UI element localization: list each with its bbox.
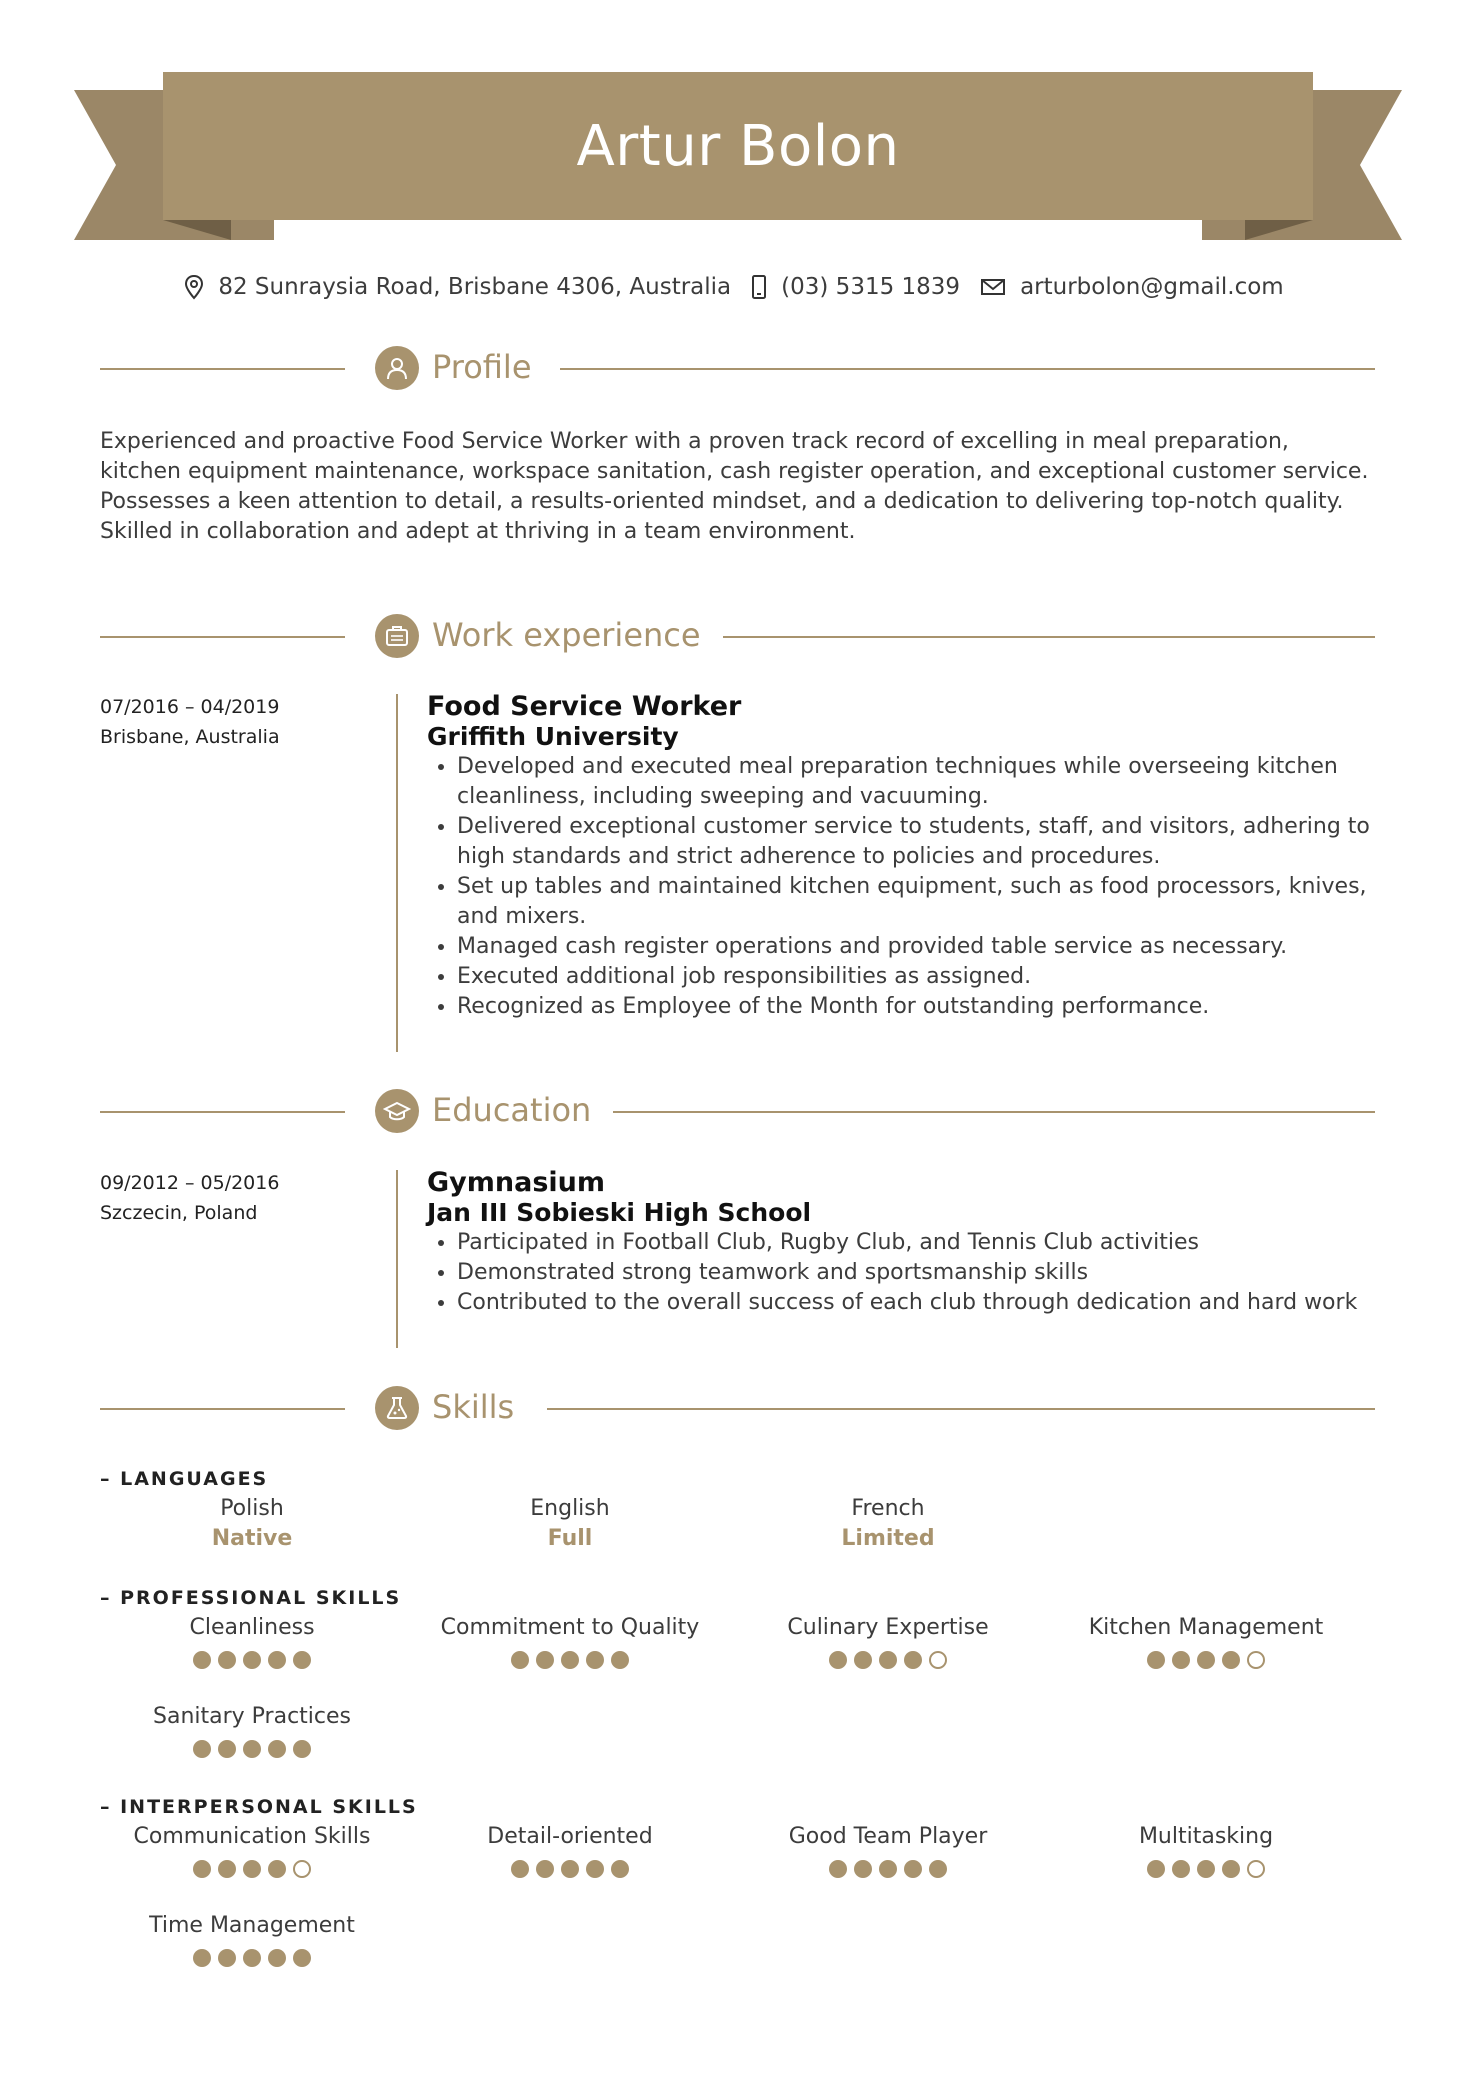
flask-icon [375,1386,419,1430]
profile-section-header [100,344,1375,394]
skill-name: Time Management [149,1913,355,1938]
rating-dot-filled [611,1651,629,1669]
professional-skills-heading: – PROFESSIONAL SKILLS [100,1587,402,1609]
list-item: • Delivered exceptional customer service to students, staff, and visitors, adhering to high standards and strict adherence to policies and procedures. [457,812,1377,872]
skill-rating [102,1949,402,1967]
language-item [420,1494,720,1554]
language-item [738,1494,1038,1554]
skill-rating [420,1651,720,1669]
rating-dot-filled [611,1860,629,1878]
job-title: Food Service Worker [427,691,742,722]
divider-left [100,636,345,638]
rating-dot-filled [218,1740,236,1758]
rating-dot-filled [1197,1860,1215,1878]
list-item: • Managed cash register operations and provided table service as necessary. [457,932,1377,962]
rating-dot-filled [561,1860,579,1878]
rating-dot-filled [1222,1651,1240,1669]
skill-item [420,1822,720,1878]
job-meta [100,692,280,752]
rating-dot-filled [904,1651,922,1669]
graduation-cap-icon [375,1089,419,1133]
skill-item [1056,1613,1356,1669]
rating-dot-filled [1222,1860,1240,1878]
phone-icon [751,274,767,300]
rating-dot-filled [193,1651,211,1669]
divider-right [723,636,1375,638]
rating-dot-filled [268,1860,286,1878]
rating-dot-filled [829,1860,847,1878]
rating-dot-filled [243,1860,261,1878]
rating-dot-filled [536,1651,554,1669]
person-icon [375,346,419,390]
divider-left [100,368,345,370]
rating-dot-filled [1172,1651,1190,1669]
timeline-bar [396,694,398,1052]
contact-email[interactable] [980,274,1284,300]
skill-item [102,1822,402,1878]
degree-title: Gymnasium [427,1167,606,1198]
briefcase-icon [375,614,419,658]
rating-dot-filled [243,1740,261,1758]
language-name: French [851,1496,925,1521]
language-item [102,1494,402,1554]
rating-dot-filled [293,1949,311,1967]
rating-dot-filled [879,1651,897,1669]
list-item: • Demonstrated strong teamwork and sportsmanship skills [457,1258,1377,1288]
skill-name: Culinary Expertise [787,1615,989,1640]
skill-name: Sanitary Practices [153,1704,351,1729]
rating-dot-filled [511,1651,529,1669]
education-meta [100,1168,279,1228]
education-dates: 09/2012 – 05/2016 [100,1172,280,1194]
school-name: Jan III Sobieski High School [427,1198,812,1227]
language-level: Full [547,1526,593,1551]
interpersonal-skills-heading: – INTERPERSONAL SKILLS [100,1796,418,1818]
list-item: • Contributed to the overall success of each club through dedication and hard work [457,1288,1377,1318]
rating-dot-filled [854,1860,872,1878]
rating-dot-filled [586,1651,604,1669]
rating-dot-filled [1197,1651,1215,1669]
language-name: English [530,1496,610,1521]
contact-phone [751,274,960,300]
skill-name: Commitment to Quality [440,1615,700,1640]
education-section-header [100,1087,1375,1137]
rating-dot-empty [1247,1651,1265,1669]
timeline-bar [396,1170,398,1348]
languages-heading: – LANGUAGES [100,1468,269,1490]
divider-right [547,1408,1375,1410]
rating-dot-filled [193,1949,211,1967]
email-link[interactable]: arturbolon@gmail.com [1020,274,1284,300]
skill-item [420,1613,720,1669]
rating-dot-filled [268,1949,286,1967]
skill-rating [420,1860,720,1878]
list-item: • Participated in Football Club, Rugby Club, and Tennis Club activities [457,1228,1377,1258]
rating-dot-filled [879,1860,897,1878]
divider-right [560,368,1375,370]
rating-dot-filled [243,1949,261,1967]
section-title: Skills [432,1388,515,1426]
divider-left [100,1408,345,1410]
skill-rating [1056,1860,1356,1878]
skill-rating [1056,1651,1356,1669]
section-title: Work experience [432,616,701,654]
job-location: Brisbane, Australia [100,726,280,748]
education-entry [427,1168,1377,1318]
job-entry [427,692,1377,1022]
rating-dot-filled [268,1740,286,1758]
rating-dot-filled [218,1949,236,1967]
rating-dot-filled [536,1860,554,1878]
mail-icon [980,277,1006,297]
profile-summary: Experienced and proactive Food Service Worker with a proven track record of excelling in meal preparation, kitchen equipment maintenance, workspace sanitation, cash register operation, and exceptional customer service. Possesses a keen attention to detail, a results-oriented mindset, and a dedication to delivering top-notch quality. Skilled in collaboration and adept at thriving in a team environment. [100,429,1369,544]
rating-dot-filled [193,1740,211,1758]
rating-dot-empty [293,1860,311,1878]
list-item: • Set up tables and maintained kitchen equipment, such as food processors, knives, and mixers. [457,872,1377,932]
skill-rating [102,1651,402,1669]
education-bullets [427,1228,1377,1318]
rating-dot-filled [1172,1860,1190,1878]
skill-name: Kitchen Management [1088,1615,1324,1640]
language-level: Limited [841,1526,935,1551]
skills-section-header [100,1384,1375,1434]
skill-item [102,1911,402,1967]
rating-dot-filled [293,1651,311,1669]
job-dates: 07/2016 – 04/2019 [100,696,280,718]
list-item: • Executed additional job responsibilities as assigned. [457,962,1377,992]
skill-name: Detail-oriented [487,1824,653,1849]
work-section-header [100,612,1375,662]
divider-left [100,1111,345,1113]
skill-name: Multitasking [1138,1824,1274,1849]
skill-rating [738,1651,1038,1669]
rating-dot-filled [561,1651,579,1669]
rating-dot-filled [193,1860,211,1878]
candidate-name: Artur Bolon [576,113,900,179]
skill-item [1056,1822,1356,1878]
list-item: • Developed and executed meal preparation techniques while overseeing kitchen cleanliness, including sweeping and vacuuming. [457,752,1377,812]
job-bullets [427,752,1377,1022]
list-item: • Recognized as Employee of the Month for outstanding performance. [457,992,1377,1022]
skill-item [102,1613,402,1669]
address-text: 82 Sunraysia Road, Brisbane 4306, Australia [218,274,732,300]
rating-dot-filled [293,1740,311,1758]
rating-dot-filled [586,1860,604,1878]
job-employer: Griffith University [427,722,679,751]
rating-dot-filled [1147,1860,1165,1878]
skill-rating [738,1860,1038,1878]
divider-right [613,1111,1375,1113]
rating-dot-filled [268,1651,286,1669]
rating-dot-filled [904,1860,922,1878]
name-banner [163,72,1313,220]
contact-address [184,274,731,300]
rating-dot-filled [218,1860,236,1878]
skill-rating [102,1740,402,1758]
location-pin-icon [184,274,204,300]
rating-dot-empty [929,1651,947,1669]
rating-dot-filled [829,1651,847,1669]
rating-dot-filled [218,1651,236,1669]
rating-dot-filled [854,1651,872,1669]
skill-item [102,1702,402,1758]
rating-dot-filled [929,1860,947,1878]
skill-item [738,1822,1038,1878]
skill-name: Cleanliness [189,1615,315,1640]
skill-item [738,1613,1038,1669]
section-title: Profile [432,348,532,386]
skill-name: Good Team Player [788,1824,988,1849]
language-level: Native [211,1526,293,1551]
phone-text: (03) 5315 1839 [781,274,961,300]
section-title: Education [432,1091,592,1129]
skill-rating [102,1860,402,1878]
language-name: Polish [220,1496,284,1521]
contact-row [0,274,1468,300]
rating-dot-filled [1147,1651,1165,1669]
rating-dot-filled [511,1860,529,1878]
education-location: Szczecin, Poland [100,1202,258,1224]
rating-dot-empty [1247,1860,1265,1878]
rating-dot-filled [243,1651,261,1669]
skill-name: Communication Skills [133,1824,371,1849]
